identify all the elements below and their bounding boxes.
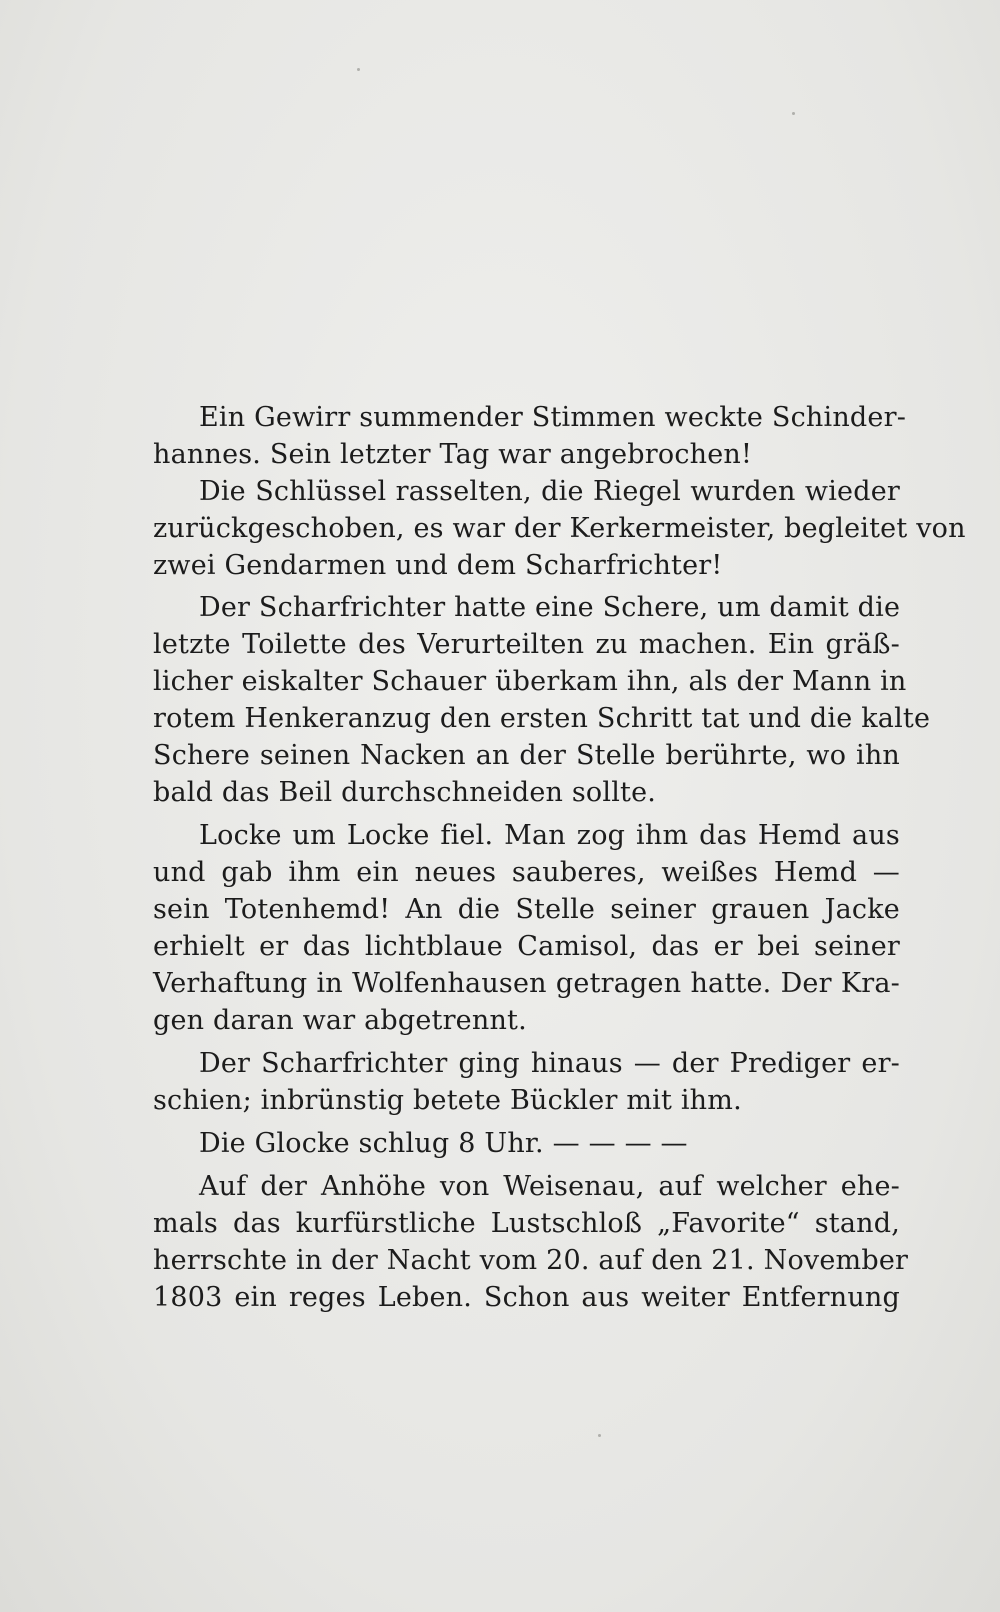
text-line: Auf der Anhöhe von Weisenau, auf welcher ehe- bbox=[199, 1171, 900, 1202]
text-line: Die Schlüssel rasselten, die Riegel wurden wieder bbox=[199, 476, 900, 507]
text-line: letzte Toilette des Verurteilten zu machen. Ein gräß- bbox=[153, 629, 900, 660]
text-line: bald das Beil durchschneiden sollte. bbox=[153, 777, 657, 808]
paper-speck bbox=[598, 1434, 601, 1437]
text-line: hannes. Sein letzter Tag war angebrochen! bbox=[153, 439, 753, 470]
text-line: schien; inbrünstig betete Bückler mit ihm. bbox=[153, 1085, 742, 1116]
text-line: Ein Gewirr summender Stimmen weckte Schinder- bbox=[199, 402, 907, 433]
paper-speck bbox=[792, 112, 795, 115]
text-line: Der Scharfrichter ging hinaus — der Prediger er- bbox=[199, 1048, 900, 1079]
text-line: licher eiskalter Schauer überkam ihn, als der Mann in bbox=[153, 666, 907, 697]
text-line: sein Totenhemd! An die Stelle seiner grauen Jacke bbox=[153, 894, 900, 925]
text-line: Schere seinen Nacken an der Stelle berührte, wo ihn bbox=[153, 740, 900, 771]
text-line: Verhaftung in Wolfenhausen getragen hatte. Der Kra- bbox=[153, 968, 900, 999]
text-line: Die Glocke schlug 8 Uhr. — — — — bbox=[199, 1128, 688, 1159]
text-line: rotem Henkeranzug den ersten Schritt tat und die kalte bbox=[153, 703, 931, 734]
text-line: zwei Gendarmen und dem Scharfrichter! bbox=[153, 550, 723, 581]
text-line: Der Scharfrichter hatte eine Schere, um damit die bbox=[199, 592, 901, 623]
text-line: zurückgeschoben, es war der Kerkermeister, begleitet von bbox=[153, 513, 966, 544]
text-line: erhielt er das lichtblaue Camisol, das er bei seiner bbox=[153, 931, 900, 962]
text-line: mals das kurfürstliche Lustschloß „Favorite“ stand, bbox=[153, 1208, 900, 1239]
text-line: 1803 ein reges Leben. Schon aus weiter Entfernung bbox=[153, 1282, 900, 1313]
text-line: Locke um Locke fiel. Man zog ihm das Hemd aus bbox=[199, 820, 900, 851]
text-line: und gab ihm ein neues sauberes, weißes Hemd — bbox=[153, 857, 900, 888]
text-line: herrschte in der Nacht vom 20. auf den 21. November bbox=[153, 1245, 909, 1276]
text-line: gen daran war abgetrennt. bbox=[153, 1005, 527, 1036]
paper-speck bbox=[357, 68, 360, 71]
